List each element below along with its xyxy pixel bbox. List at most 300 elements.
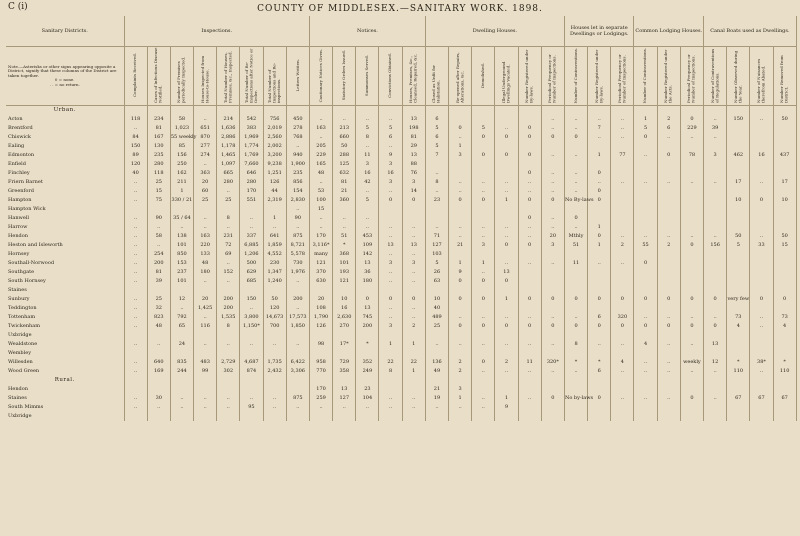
- table-cell: ..: [124, 178, 147, 187]
- table-cell: [333, 286, 356, 295]
- table-cell: [588, 205, 611, 214]
- table-cell: [773, 187, 796, 196]
- table-cell: [356, 205, 379, 214]
- table-cell: [518, 286, 541, 295]
- table-cell: 24: [170, 340, 193, 349]
- empty-cell: [495, 106, 518, 116]
- table-cell: ..: [541, 169, 564, 178]
- table-cell: 0: [379, 196, 402, 205]
- table-cell: [704, 403, 727, 412]
- table-cell: ..: [634, 367, 657, 376]
- empty-cell: [750, 376, 773, 385]
- table-cell: [680, 214, 703, 223]
- table-cell: ..: [286, 403, 309, 412]
- empty-cell: [495, 376, 518, 385]
- table-cell: ..: [402, 304, 425, 313]
- table-cell: ..: [425, 169, 448, 178]
- table-cell: 0: [356, 295, 379, 304]
- table-cell: 8: [425, 178, 448, 187]
- table-cell: 2: [657, 115, 680, 124]
- table-cell: 25: [217, 196, 240, 205]
- column-header: [564, 47, 587, 106]
- table-cell: 1,240: [263, 277, 286, 286]
- table-cell: 259: [309, 394, 332, 403]
- table-cell: 665: [217, 169, 240, 178]
- table-cell: [564, 412, 587, 421]
- column-header-label: Demolished.: [480, 62, 486, 88]
- table-cell: ..: [541, 178, 564, 187]
- table-cell: 39: [147, 277, 170, 286]
- table-cell: 277: [194, 142, 217, 151]
- column-header-label: Illegal Underground Dwellings Vacated.: [500, 61, 511, 104]
- table-cell: 9: [379, 151, 402, 160]
- table-cell: ..: [356, 187, 379, 196]
- table-cell: ..: [680, 232, 703, 241]
- table-cell: 170: [240, 187, 263, 196]
- table-cell: 154: [286, 187, 309, 196]
- table-row: [6, 385, 796, 394]
- table-cell: 22: [402, 358, 425, 367]
- table-cell: [611, 268, 634, 277]
- table-cell: 15: [147, 187, 170, 196]
- table-cell: 244: [170, 367, 193, 376]
- empty-cell: [564, 106, 587, 116]
- table-cell: ..: [379, 313, 402, 322]
- table-cell: 11: [564, 259, 587, 268]
- table-cell: [263, 331, 286, 340]
- table-cell: 1,900: [286, 160, 309, 169]
- empty-cell: [379, 106, 402, 116]
- table-cell: [657, 160, 680, 169]
- table-cell: 383: [240, 124, 263, 133]
- table-cell: 21: [333, 187, 356, 196]
- table-cell: ..: [194, 313, 217, 322]
- table-cell: [333, 331, 356, 340]
- table-cell: [588, 160, 611, 169]
- table-cell: [773, 412, 796, 421]
- column-header-label: Summonses Served.: [364, 54, 370, 96]
- table-cell: 0: [495, 241, 518, 250]
- table-cell: 32: [147, 304, 170, 313]
- table-cell: [379, 385, 402, 394]
- table-cell: ..: [611, 394, 634, 403]
- table-cell: [680, 259, 703, 268]
- table-cell: [147, 412, 170, 421]
- table-cell: [588, 331, 611, 340]
- table-cell: 0: [541, 322, 564, 331]
- table-cell: [564, 160, 587, 169]
- empty-cell: [657, 376, 680, 385]
- table-cell: ..: [217, 394, 240, 403]
- column-header: [356, 47, 379, 106]
- district-name: Finchley: [6, 169, 124, 178]
- table-cell: 6: [379, 133, 402, 142]
- table-cell: 2,830: [286, 196, 309, 205]
- table-cell: [657, 223, 680, 232]
- table-cell: 16: [333, 304, 356, 313]
- table-cell: 646: [240, 169, 263, 178]
- table-cell: [124, 412, 147, 421]
- column-header: [309, 47, 332, 106]
- table-cell: [217, 331, 240, 340]
- table-cell: 1: [263, 214, 286, 223]
- table-cell: 1: [495, 295, 518, 304]
- table-row: [6, 340, 796, 349]
- group-header: Canal Boats used as Dwellings.: [704, 16, 797, 47]
- table-cell: 170: [309, 385, 332, 394]
- table-cell: ..: [356, 142, 379, 151]
- table-cell: [425, 160, 448, 169]
- table-cell: ..: [194, 394, 217, 403]
- table-cell: [449, 169, 472, 178]
- table-cell: [333, 412, 356, 421]
- table-cell: 13: [495, 268, 518, 277]
- table-cell: [194, 412, 217, 421]
- table-cell: 229: [309, 151, 332, 160]
- table-cell: [750, 268, 773, 277]
- district-name: Acton: [6, 115, 124, 124]
- table-cell: [634, 412, 657, 421]
- table-cell: [704, 268, 727, 277]
- district-name: South Mimms: [6, 403, 124, 412]
- table-cell: ..: [657, 340, 680, 349]
- column-header-label: Number Registered under the Acts.: [663, 49, 673, 104]
- table-cell: 0: [472, 151, 495, 160]
- table-cell: [240, 286, 263, 295]
- table-cell: ..: [750, 313, 773, 322]
- column-header: [680, 47, 703, 106]
- table-cell: ..: [541, 214, 564, 223]
- table-cell: [657, 385, 680, 394]
- table-cell: [379, 331, 402, 340]
- table-cell: [727, 349, 750, 358]
- table-cell: [773, 268, 796, 277]
- table-cell: ..: [217, 340, 240, 349]
- empty-cell: [333, 106, 356, 116]
- table-cell: [588, 268, 611, 277]
- table-cell: [217, 412, 240, 421]
- table-cell: ..: [379, 277, 402, 286]
- table-cell: [750, 169, 773, 178]
- table-cell: [356, 349, 379, 358]
- table-cell: [680, 349, 703, 358]
- column-header-label: Number of Contraventions of Regulations.: [709, 49, 720, 104]
- table-cell: [750, 412, 773, 421]
- table-cell: ..: [541, 313, 564, 322]
- table-cell: very few: [727, 296, 750, 302]
- table-cell: 17*: [333, 340, 356, 349]
- table-cell: 42: [356, 178, 379, 187]
- table-cell: [472, 169, 495, 178]
- table-cell: [472, 142, 495, 151]
- table-cell: 15: [773, 241, 796, 250]
- table-cell: 0: [449, 295, 472, 304]
- table-cell: [217, 286, 240, 295]
- table-cell: [449, 331, 472, 340]
- table-row: [6, 367, 796, 376]
- table-cell: 2,432: [263, 367, 286, 376]
- table-cell: ..: [472, 232, 495, 241]
- table-cell: 60: [194, 187, 217, 196]
- table-cell: 126: [309, 322, 332, 331]
- table-cell: 0: [704, 295, 727, 304]
- table-cell: 0: [588, 295, 611, 304]
- note-zero: 0 = none.: [54, 77, 75, 83]
- table-cell: [564, 205, 587, 214]
- table-cell: ..: [472, 187, 495, 196]
- table-cell: ..: [472, 340, 495, 349]
- empty-cell: [634, 376, 657, 385]
- table-row: [6, 394, 796, 403]
- table-cell: 237: [170, 268, 193, 277]
- table-cell: 1,465: [217, 151, 240, 160]
- table-cell: [564, 349, 587, 358]
- table-cell: [518, 304, 541, 313]
- table-cell: 1,535: [217, 313, 240, 322]
- table-cell: 120: [124, 160, 147, 169]
- column-header-label: Periodical Frequency or Number of Inspections.: [547, 54, 557, 104]
- table-cell: 768: [286, 133, 309, 142]
- table-cell: 278: [286, 124, 309, 133]
- table-cell: ..: [170, 223, 193, 232]
- empty-cell: [518, 376, 541, 385]
- table-cell: ..: [704, 367, 727, 376]
- district-name: Uxbridge: [6, 412, 124, 421]
- column-header: [472, 47, 495, 106]
- table-cell: 1: [449, 259, 472, 268]
- table-cell: ..: [541, 259, 564, 268]
- table-cell: ..: [518, 223, 541, 232]
- table-cell: 730: [286, 259, 309, 268]
- table-cell: ..: [564, 367, 587, 376]
- table-cell: ..: [495, 232, 518, 241]
- table-cell: [680, 268, 703, 277]
- table-cell: ..: [750, 367, 773, 376]
- table-cell: ..: [495, 340, 518, 349]
- table-cell: ..: [194, 223, 217, 232]
- table-cell: 6,422: [286, 358, 309, 367]
- table-cell: [704, 196, 727, 205]
- table-cell: ..: [541, 124, 564, 133]
- table-cell: 770: [309, 367, 332, 376]
- table-cell: 11: [356, 151, 379, 160]
- table-cell: 8: [356, 133, 379, 142]
- table-cell: [402, 385, 425, 394]
- table-cell: ..: [611, 340, 634, 349]
- table-cell: [634, 385, 657, 394]
- table-cell: [727, 214, 750, 223]
- table-cell: 0: [402, 196, 425, 205]
- table-row: [6, 187, 796, 196]
- table-cell: 0: [634, 295, 657, 304]
- table-cell: 109: [356, 241, 379, 250]
- table-cell: 0: [680, 241, 703, 250]
- empty-cell: [147, 376, 170, 385]
- column-header-label: Cases of Infectious Disease Notified.: [153, 47, 163, 104]
- table-cell: 25: [147, 178, 170, 187]
- table-cell: ..: [634, 358, 657, 367]
- table-cell: [495, 286, 518, 295]
- table-cell: ..: [309, 115, 332, 124]
- table-cell: ..: [449, 340, 472, 349]
- table-cell: ..: [611, 178, 634, 187]
- table-cell: ..: [124, 340, 147, 349]
- table-cell: 10: [773, 196, 796, 205]
- table-cell: 254: [147, 250, 170, 259]
- table-cell: 110: [773, 367, 796, 376]
- table-cell: ..: [495, 124, 518, 133]
- table-cell: 3: [356, 160, 379, 169]
- table-cell: [472, 160, 495, 169]
- table-cell: [657, 196, 680, 205]
- table-row: [6, 250, 796, 259]
- table-cell: [147, 349, 170, 358]
- column-header: [147, 47, 170, 106]
- table-cell: 483: [194, 358, 217, 367]
- note-cell: [6, 47, 124, 106]
- table-cell: 58: [170, 115, 193, 124]
- table-cell: ..: [286, 223, 309, 232]
- table-cell: [495, 169, 518, 178]
- table-row: [6, 304, 796, 313]
- table-cell: 12: [704, 358, 727, 367]
- table-cell: 462: [727, 151, 750, 160]
- column-header: [124, 47, 147, 106]
- table-cell: 67: [773, 394, 796, 403]
- table-cell: [657, 142, 680, 151]
- table-cell: ..: [541, 340, 564, 349]
- table-cell: ..: [356, 115, 379, 124]
- table-cell: [495, 412, 518, 421]
- table-cell: [750, 259, 773, 268]
- table-cell: [263, 286, 286, 295]
- district-name: Hendon: [6, 385, 124, 394]
- district-name: Wealdstone: [6, 340, 124, 349]
- table-cell: 0: [611, 322, 634, 331]
- table-cell: [704, 187, 727, 196]
- table-cell: 5: [425, 142, 448, 151]
- table-cell: 4: [634, 340, 657, 349]
- table-cell: [541, 277, 564, 286]
- table-cell: ..: [379, 142, 402, 151]
- table-cell: [564, 286, 587, 295]
- table-cell: [750, 277, 773, 286]
- table-cell: 0: [518, 196, 541, 205]
- table-cell: 792: [170, 313, 193, 322]
- table-cell: [727, 205, 750, 214]
- table-cell: [472, 385, 495, 394]
- table-cell: ..: [379, 250, 402, 259]
- table-cell: 632: [333, 169, 356, 178]
- district-name: Brentford: [6, 124, 124, 133]
- table-cell: ..: [518, 259, 541, 268]
- table-cell: 1,150*: [240, 322, 263, 331]
- table-cell: 0: [588, 196, 611, 205]
- table-cell: No By-laws: [564, 197, 594, 203]
- district-name: Teddington: [6, 304, 124, 313]
- table-cell: 214: [217, 115, 240, 124]
- empty-cell: [170, 106, 193, 116]
- table-cell: [750, 142, 773, 151]
- table-cell: 133: [194, 250, 217, 259]
- table-cell: *: [564, 358, 587, 367]
- table-cell: ..: [263, 223, 286, 232]
- table-cell: ..: [124, 187, 147, 196]
- empty-cell: [194, 376, 217, 385]
- table-cell: ..: [680, 133, 703, 142]
- table-cell: 30: [147, 394, 170, 403]
- table-cell: [657, 403, 680, 412]
- table-cell: [750, 250, 773, 259]
- table-cell: 20: [309, 295, 332, 304]
- table-cell: [541, 349, 564, 358]
- table-cell: 40: [425, 304, 448, 313]
- table-cell: 13: [356, 259, 379, 268]
- table-cell: [727, 169, 750, 178]
- table-cell: ..: [518, 187, 541, 196]
- table-cell: 542: [240, 115, 263, 124]
- table-cell: ..: [704, 313, 727, 322]
- table-cell: [634, 214, 657, 223]
- table-cell: 0: [541, 295, 564, 304]
- table-cell: 2: [657, 241, 680, 250]
- table-cell: 65: [170, 322, 193, 331]
- table-cell: 6: [588, 367, 611, 376]
- table-cell: 9,238: [263, 160, 286, 169]
- table-cell: 280: [147, 160, 170, 169]
- table-cell: 156: [704, 241, 727, 250]
- table-cell: ..: [541, 223, 564, 232]
- table-cell: 126: [263, 178, 286, 187]
- table-cell: [657, 187, 680, 196]
- table-cell: 337: [240, 232, 263, 241]
- table-cell: [634, 304, 657, 313]
- table-cell: 0: [518, 241, 541, 250]
- table-cell: [495, 349, 518, 358]
- table-cell: 370: [309, 268, 332, 277]
- table-cell: [379, 412, 402, 421]
- table-cell: 3: [449, 385, 472, 394]
- table-cell: [286, 385, 309, 394]
- table-cell: ..: [286, 142, 309, 151]
- column-header: [263, 47, 286, 106]
- table-cell: ..: [472, 223, 495, 232]
- table-cell: 551: [240, 196, 263, 205]
- table-cell: 3: [541, 241, 564, 250]
- column-header: [425, 47, 448, 106]
- column-header: [286, 47, 309, 106]
- note-dots: . . = no return.: [49, 81, 80, 87]
- table-cell: 2,560: [263, 133, 286, 142]
- table-cell: 48: [194, 259, 217, 268]
- table-cell: 75: [147, 196, 170, 205]
- table-cell: ..: [170, 304, 193, 313]
- table-cell: 0: [541, 394, 564, 403]
- table-cell: [170, 349, 193, 358]
- column-header-label: Total Number of Inspections and Re-inspections.: [266, 63, 281, 104]
- table-cell: [634, 286, 657, 295]
- table-cell: 104: [356, 394, 379, 403]
- empty-cell: [170, 376, 193, 385]
- table-cell: [634, 277, 657, 286]
- empty-cell: [518, 106, 541, 116]
- table-cell: [263, 205, 286, 214]
- table-cell: 50: [773, 232, 796, 241]
- table-cell: 2: [449, 358, 472, 367]
- table-cell: 9: [495, 403, 518, 412]
- table-cell: [286, 412, 309, 421]
- table-cell: ..: [634, 151, 657, 160]
